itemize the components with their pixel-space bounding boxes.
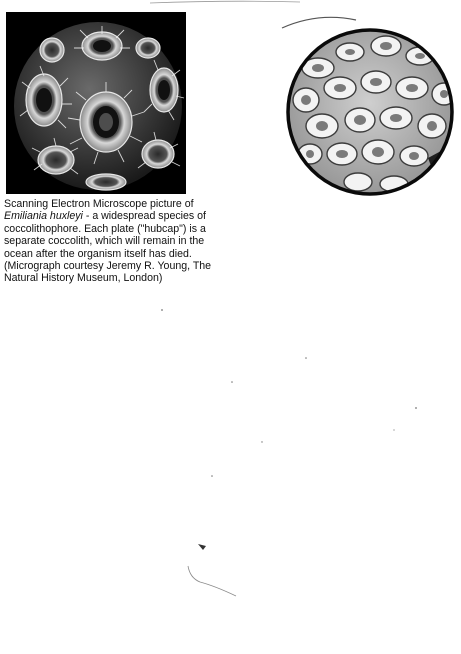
caption-species-name: Emiliania huxleyi xyxy=(4,210,83,223)
micrograph-caption xyxy=(4,198,226,285)
coccolith-closeup-micrograph xyxy=(278,8,460,198)
coccolithophore-micrograph xyxy=(6,12,186,194)
scan-edge-line xyxy=(0,0,461,8)
caption-text-body: - a widespread species of coccolithophore. Each plate ("hubcap") is a separate coccolith, which will remain in the ocean after the organism itself has died. (Micrograph courtesy Jeremy R. Young, The Natural History Museum, London) xyxy=(4,210,212,285)
caption-text-intro: Scanning Electron Microscope picture of xyxy=(4,198,194,210)
